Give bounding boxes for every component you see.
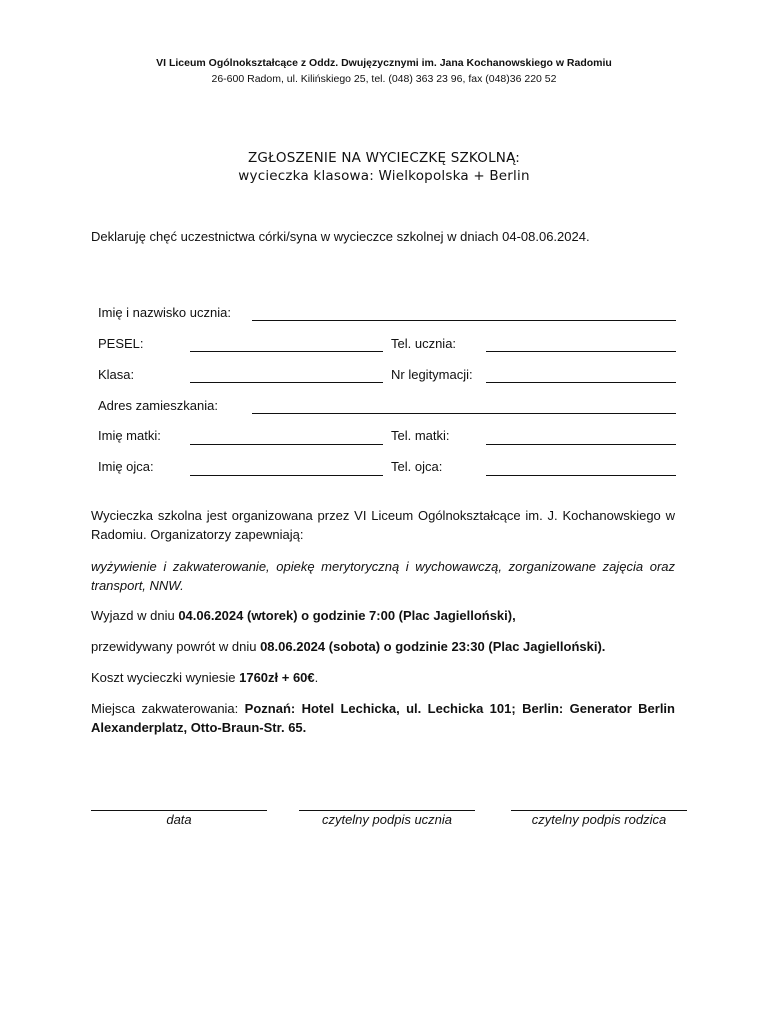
pesel-label: PESEL: xyxy=(98,336,144,351)
mother-phone-label: Tel. matki: xyxy=(391,428,450,443)
father-name-field[interactable] xyxy=(190,475,383,476)
school-name: VI Liceum Ogólnokształcące z Oddz. Dwujęzycznymi im. Jana Kochanowskiego w Radomiu xyxy=(156,57,612,69)
parent-signature-line[interactable]: czytelny podpis rodzica xyxy=(511,810,687,827)
address-label: Adres zamieszkania: xyxy=(98,398,218,413)
id-number-field[interactable] xyxy=(486,382,676,383)
mother-name-field[interactable] xyxy=(190,444,383,445)
declaration-text: Deklaruję chęć uczestnictwa córki/syna w wycieczce szkolnej w dniach 04-08.06.2024. xyxy=(91,229,590,244)
id-number-label: Nr legitymacji: xyxy=(391,367,473,382)
accommodation-paragraph xyxy=(91,699,675,737)
departure-prefix: Wyjazd w dniu xyxy=(91,608,179,623)
father-phone-label: Tel. ojca: xyxy=(391,459,443,474)
accommodation-details: Poznań: Hotel Lechicka, ul. Lechicka 101; Berlin: Generator Berlin Alexanderplatz, Otto-Braun-Str. 65. xyxy=(91,701,675,735)
return-prefix: przewidywany powrót w dniu xyxy=(91,639,261,654)
address-field[interactable] xyxy=(252,413,676,414)
class-label: Klasa: xyxy=(98,367,135,382)
father-phone-field[interactable] xyxy=(486,475,676,476)
mother-name-label: Imię matki: xyxy=(98,428,161,443)
pesel-field[interactable] xyxy=(190,351,383,352)
school-address: 26-600 Radom, ul. Kilińskiego 25, tel. (048) 363 23 96, fax (048)36 220 52 xyxy=(211,73,557,85)
cost-prefix: Koszt wycieczki wyniesie xyxy=(91,670,240,685)
date-signature-line[interactable]: data xyxy=(91,810,267,827)
provided-services-paragraph: wyżywienie i zakwaterowanie, opiekę merytoryczną i wychowawczą, zorganizowane zajęcia oraz transport, NNW. xyxy=(91,559,675,593)
departure-paragraph xyxy=(91,606,675,625)
father-name-label: Imię ojca: xyxy=(98,459,154,474)
departure-details: 04.06.2024 (wtorek) o godzinie 7:00 (Plac Jagielloński), xyxy=(178,608,516,623)
accommodation-prefix: Miejsca zakwaterowania: xyxy=(91,701,245,716)
cost-paragraph xyxy=(91,668,675,687)
return-paragraph xyxy=(91,637,675,656)
document-subtitle: wycieczka klasowa: Wielkopolska + Berlin xyxy=(238,168,530,184)
student-signature-line[interactable]: czytelny podpis ucznia xyxy=(299,810,475,827)
mother-phone-field[interactable] xyxy=(486,444,676,445)
cost-amount: 1760zł + 60€ xyxy=(239,670,315,685)
student-phone-field[interactable] xyxy=(486,351,676,352)
student-phone-label: Tel. ucznia: xyxy=(391,336,457,351)
return-details: 08.06.2024 (sobota) o godzinie 23:30 (Plac Jagielloński). xyxy=(260,639,606,654)
document-title: ZGŁOSZENIE NA WYCIECZKĘ SZKOLNĄ: xyxy=(247,150,521,166)
student-name-field[interactable] xyxy=(252,320,676,321)
class-field[interactable] xyxy=(190,382,383,383)
organizer-paragraph: Wycieczka szkolna jest organizowana przez VI Liceum Ogólnokształcące im. J. Kochanowskiego w Radomiu. Organizatorzy zapewniają: xyxy=(91,508,675,542)
cost-suffix: . xyxy=(314,670,319,685)
student-name-label: Imię i nazwisko ucznia: xyxy=(98,305,231,320)
